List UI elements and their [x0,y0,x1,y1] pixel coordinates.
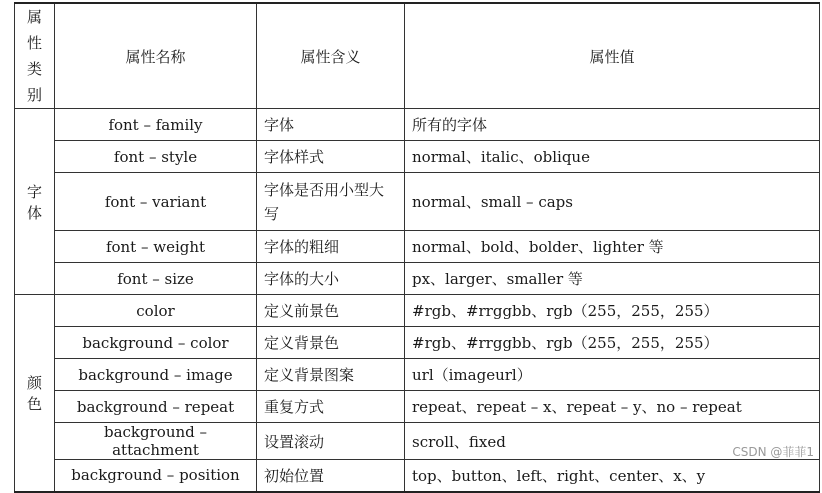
property-meaning [257,173,405,231]
table-row [15,295,820,327]
property-name: background – attachment [55,423,257,460]
property-meaning: 定义背景图案 [257,359,405,391]
property-meaning: 字体的粗细 [257,231,405,263]
property-name: font – size [55,263,257,295]
property-meaning-text: 字体是否用小型大写 [264,180,385,223]
property-name: background – repeat [55,391,257,423]
table-row [15,141,820,173]
property-meaning: 重复方式 [257,391,405,423]
property-value: url（imageurl） [405,359,820,391]
header-value: 属性值 [405,3,820,109]
table-row [15,423,820,460]
property-name: background – position [55,460,257,492]
table-row [15,173,820,231]
header-meaning: 属性含义 [257,3,405,109]
table-row [15,263,820,295]
property-meaning: 设置滚动 [257,423,405,460]
table-row [15,327,820,359]
property-meaning: 初始位置 [257,460,405,492]
css-properties-table [14,2,820,493]
property-value: px、larger、smaller 等 [405,263,820,295]
category-color: 颜色 [15,295,55,492]
property-value: scroll、fixed [405,423,820,460]
property-name: color [55,295,257,327]
property-value: #rgb、#rrggbb、rgb（255，255，255） [405,295,820,327]
table-row [15,109,820,141]
property-value: normal、bold、bolder、lighter 等 [405,231,820,263]
property-value: #rgb、#rrggbb、rgb（255，255，255） [405,327,820,359]
property-name: background – color [55,327,257,359]
watermark: CSDN @菲菲1 [732,445,814,459]
property-name: font – variant [55,173,257,231]
table-header-row [15,3,820,109]
header-category-text: 属性类别 [26,8,42,104]
property-meaning: 定义前景色 [257,295,405,327]
table-row [15,359,820,391]
table-row [15,460,820,492]
header-name: 属性名称 [55,3,257,109]
property-value: top、button、left、right、center、x、y [405,460,820,492]
property-meaning: 字体样式 [257,141,405,173]
property-name: font – style [55,141,257,173]
property-name: font – weight [55,231,257,263]
property-meaning: 字体 [257,109,405,141]
property-value: normal、italic、oblique [405,141,820,173]
table-row [15,231,820,263]
category-font: 字体 [15,109,55,295]
property-value: normal、small – caps [405,173,820,231]
property-value: repeat、repeat – x、repeat – y、no – repeat [405,391,820,423]
table-row [15,391,820,423]
property-name: background – image [55,359,257,391]
property-meaning: 定义背景色 [257,327,405,359]
property-meaning: 字体的大小 [257,263,405,295]
header-category [15,3,55,109]
property-value: 所有的字体 [405,109,820,141]
property-name: font – family [55,109,257,141]
